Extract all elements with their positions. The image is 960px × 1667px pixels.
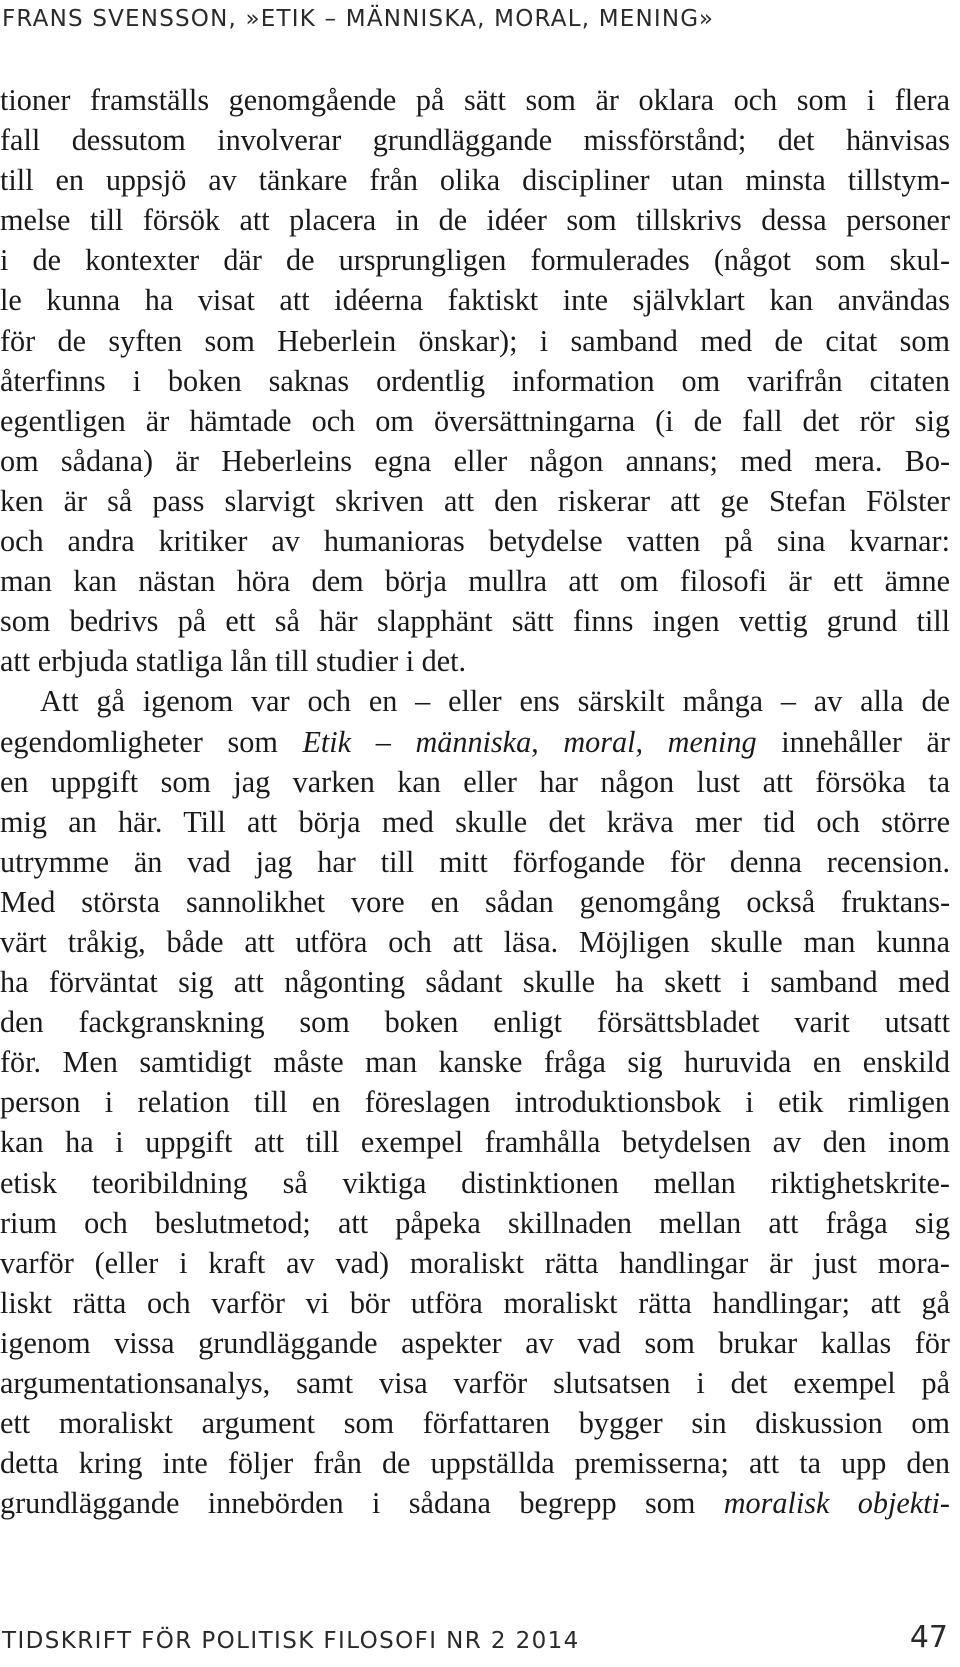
text-line: Med största sannolikhet vore en sådan genomgång också fruktans- <box>0 884 950 919</box>
text-segment: innehåller är <box>756 724 950 759</box>
text-line: att erbjuda statliga lån till studier i det. <box>0 644 467 679</box>
text-line: om sådana) är Heberleins egna eller någon annans; med mera. Bo- <box>0 443 950 478</box>
text-segment: grundläggande innebörden i sådana begrepp som <box>0 1486 724 1521</box>
text-line: egentligen är hämtade och om översättningarna (i de fall det rör sig <box>0 403 950 438</box>
text-line: och andra kritiker av humanioras betydelse vatten på sina kvarnar: <box>0 524 950 559</box>
journal-footer: TIDSKRIFT FÖR POLITISK FILOSOFI NR 2 2014 <box>2 1628 580 1654</box>
paragraph-2 <box>0 681 950 1523</box>
text-line: som bedrivs på ett så här slapphänt sätt finns ingen vettig grund till <box>0 604 950 639</box>
text-line: till en uppsjö av tänkare från olika discipliner utan minsta tillstym- <box>0 163 950 198</box>
text-line: ha förväntat sig att någonting sådant skulle ha skett i samband med <box>0 965 950 1000</box>
text-line: rium och beslutmetod; att påpeka skillnaden mellan att fråga sig <box>0 1205 950 1240</box>
text-line: detta kring inte följer från de uppställda premisserna; att ta upp den <box>0 1446 950 1481</box>
text-line: person i relation till en föreslagen introduktionsbok i etik rimligen <box>0 1085 950 1120</box>
text-line: ken är så pass slarvigt skriven att den riskerar att ge Stefan Fölster <box>0 483 950 518</box>
text-line: kan ha i uppgift att till exempel framhålla betydelsen av den inom <box>0 1125 950 1160</box>
text-line: en uppgift som jag varken kan eller har någon lust att försöka ta <box>0 764 950 799</box>
running-head: FRANS SVENSSON, »ETIK – MÄNNISKA, MORAL, MENING» <box>2 6 715 32</box>
text-line: Att gå igenom var och en – eller ens särskilt många – av alla de <box>40 684 950 719</box>
text-line: liskt rätta och varför vi bör utföra moraliskt rätta handlingar; att gå <box>0 1285 950 1320</box>
text-line-with-title <box>0 722 950 762</box>
text-line: man kan nästan höra dem börja mullra att om filosofi är ett ämne <box>0 564 950 599</box>
text-line: utrymme än vad jag har till mitt förfogande för denna recension. <box>0 844 950 879</box>
body-text <box>0 80 950 1523</box>
page-number: 47 <box>909 1620 948 1655</box>
text-line: värt tråkig, både att utföra och att läsa. Möjligen skulle man kunna <box>0 924 950 959</box>
text-line: argumentationsanalys, samt visa varför slutsatsen i det exempel på <box>0 1366 950 1400</box>
text-line: i de kontexter där de ursprungligen formulerades (något som skul- <box>0 243 950 278</box>
text-line-with-term <box>0 1483 950 1523</box>
text-line: återfinns i boken saknas ordentlig information om varifrån citaten <box>0 363 950 398</box>
paragraph-1 <box>0 80 950 681</box>
text-line: fall dessutom involverar grundläggande missförstånd; det hänvisas <box>0 123 950 158</box>
text-segment: egendomligheter som <box>0 724 303 759</box>
text-line: melse till försök att placera in de idéer som tillskrivs dessa personer <box>0 203 950 238</box>
text-line: etisk teoribildning så viktiga distinktionen mellan riktighetskrite- <box>0 1165 950 1200</box>
book-title: Etik – människa, moral, mening <box>302 724 757 759</box>
text-line: för de syften som Heberlein önskar); i samband med de citat som <box>0 323 950 358</box>
text-line: för. Men samtidigt måste man kanske fråga sig huruvida en enskild <box>0 1045 950 1080</box>
text-line: igenom vissa grundläggande aspekter av vad som brukar kallas för <box>0 1325 950 1360</box>
text-line: den fackgranskning som boken enligt försättsbladet varit utsatt <box>0 1005 950 1040</box>
text-line: mig an här. Till att börja med skulle det kräva mer tid och större <box>0 804 950 839</box>
text-line: le kunna ha visat att idéerna faktiskt inte självklart kan användas <box>0 283 950 318</box>
text-line: tioner framställs genomgående på sätt som är oklara och som i flera <box>0 83 950 117</box>
text-line: ett moraliskt argument som författaren bygger sin diskussion om <box>0 1406 950 1441</box>
text-line: varför (eller i kraft av vad) moraliskt rätta handlingar är just mora- <box>0 1245 950 1280</box>
italic-term: moralisk objekti- <box>723 1486 950 1521</box>
